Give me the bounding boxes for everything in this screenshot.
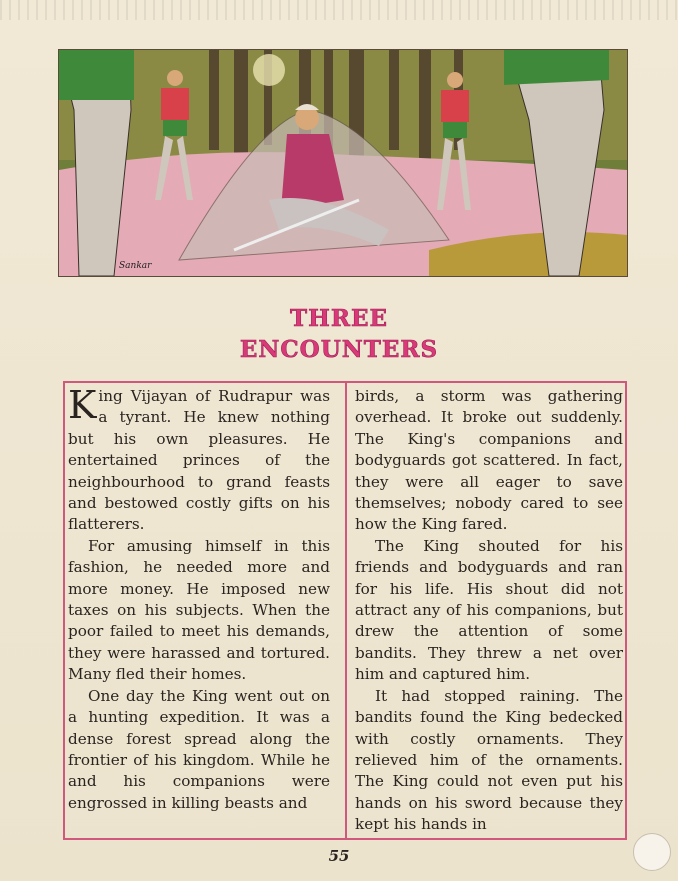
drop-cap: K bbox=[68, 383, 97, 427]
paragraph-text: ing Vijayan of Rudrapur was a tyrant. He knew nothing but his own pleasures. He entertained princes of the neighbourhood to grand feasts and bestowed costly gifts on his flatterers. bbox=[68, 387, 330, 534]
left-column bbox=[68, 383, 330, 814]
paragraph: One day the King went out on a hunting expedition. It was a dense forest spread along the frontier of his kingdom. While he and his companions were engrossed in killing beasts and bbox=[68, 686, 330, 812]
paragraph bbox=[68, 383, 330, 536]
page-number: 55 bbox=[328, 847, 350, 865]
right-column bbox=[355, 386, 623, 836]
paragraph: For amusing himself in this fashion, he needed more and more money. He imposed new taxes on his subjects. When the poor failed to meet his demands, they were harassed and tortured. Many fled their homes. bbox=[68, 536, 330, 684]
paragraph: The King shouted for his friends and bodyguards and ran for his life. His shout did not attract any of his companions, but drew the attention of some bandits. They threw a net over him and captured him. bbox=[355, 536, 623, 684]
page-edge-bleed bbox=[0, 0, 678, 20]
story-title-line1: THREE bbox=[289, 305, 389, 332]
paragraph: birds, a storm was gathering overhead. It broke out suddenly. The King's companions and bodyguards got scattered. In fact, they were all eager to save themselves; nobody cared to see how the King fared. bbox=[355, 387, 623, 534]
story-illustration bbox=[58, 49, 628, 277]
column-divider bbox=[345, 381, 347, 840]
paragraph: It had stopped raining. The bandits found the King bedecked with costly ornaments. They relieved him of the ornaments. The King could not even put his hands on his sword because they kept his hands in bbox=[355, 686, 623, 834]
story-title-line2: ENCOUNTERS bbox=[239, 336, 439, 363]
forest-capture-illustration-icon bbox=[59, 50, 627, 276]
svg-text:Sankar: Sankar bbox=[119, 261, 152, 271]
library-stamp-icon bbox=[633, 833, 671, 871]
